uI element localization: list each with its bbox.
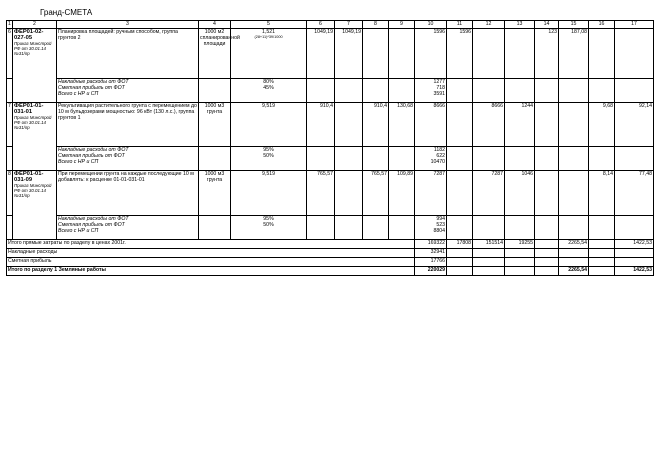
overhead-labels: Накладные расходы от ФОТ Сметная прибыль от ФОТ Всего с НР и СП <box>57 79 199 103</box>
overhead-percents: 95% 50% <box>231 216 307 240</box>
col-header: 14 <box>535 21 559 29</box>
cell: 32941 <box>415 249 447 258</box>
item-basis: Приказ Минстрой РФ от 30.01.14 №31/пр <box>14 183 52 199</box>
col-header: 13 <box>505 21 535 29</box>
cell: 130,68 <box>389 103 415 147</box>
cell: 77,48 <box>615 171 654 216</box>
overhead-values: 994 523 8804 <box>415 216 447 240</box>
overhead-percents: 80% 45% <box>231 79 307 103</box>
cell: 1596 <box>447 29 473 79</box>
cell: 1422,53 <box>615 240 654 249</box>
cell: 765,57 <box>307 171 335 216</box>
col-header: 8 <box>363 21 389 29</box>
item-code-cell <box>13 29 57 103</box>
col-header: 12 <box>473 21 505 29</box>
cell <box>535 103 559 147</box>
item-code-cell <box>13 171 57 240</box>
cell: 123 <box>535 29 559 79</box>
cell: 7287 <box>415 171 447 216</box>
cell: 1596 <box>415 29 447 79</box>
cell <box>389 29 415 79</box>
cell: 92,14 <box>615 103 654 147</box>
summary-label: Сметная прибыль <box>7 258 415 267</box>
cell: 19255 <box>505 240 535 249</box>
cell <box>473 29 505 79</box>
col-header: 17 <box>615 21 654 29</box>
overhead-block-row <box>7 79 654 103</box>
item-number: 7 <box>7 103 13 147</box>
cell: 765,57 <box>363 171 389 216</box>
cell: 1244 <box>505 103 535 147</box>
overhead-values: 1182 622 10470 <box>415 147 447 171</box>
col-header: 16 <box>589 21 615 29</box>
cell: 187,08 <box>559 29 589 79</box>
col-header: 15 <box>559 21 589 29</box>
cell <box>505 29 535 79</box>
item-quantity: 1,521 <box>262 29 275 35</box>
cell <box>447 171 473 216</box>
overhead-block-row <box>7 216 654 240</box>
estimate-table <box>6 20 654 276</box>
col-header: 2 <box>13 21 57 29</box>
summary-row-overhead <box>7 249 654 258</box>
cell: 2265,54 <box>559 240 589 249</box>
col-header: 6 <box>307 21 335 29</box>
cell: 1049,19 <box>335 29 363 79</box>
cell <box>335 103 363 147</box>
col-header: 9 <box>389 21 415 29</box>
cell: 7287 <box>473 171 505 216</box>
cell: 910,4 <box>307 103 335 147</box>
cell: 8,14 <box>589 171 615 216</box>
cell: 9,68 <box>589 103 615 147</box>
overhead-labels: Накладные расходы от ФОТ Сметная прибыль от ФОТ Всего с НР и СП <box>57 147 199 171</box>
item-unit: 1000 м2 спланированной площади <box>199 29 231 79</box>
item-number: 6 <box>7 29 13 79</box>
cell <box>559 103 589 147</box>
col-header: 5 <box>231 21 307 29</box>
col-header: 11 <box>447 21 473 29</box>
cell: 151514 <box>473 240 505 249</box>
item-name: При перемещении грунта на каждые последующие 10 м добавлять: к расценке 01-01-031-01 <box>57 171 199 216</box>
cell: 169322 <box>415 240 447 249</box>
summary-label: Итого прямые затраты по разделу в ценах 2001г. <box>7 240 415 249</box>
cell: 17808 <box>447 240 473 249</box>
item-basis: Приказ Минстрой РФ от 30.01.14 №31/пр <box>14 41 52 57</box>
overhead-block-row <box>7 147 654 171</box>
cell <box>589 29 615 79</box>
app-title: Гранд-СМЕТА <box>40 8 93 17</box>
cell <box>447 103 473 147</box>
col-header: 1 <box>8 21 11 27</box>
cell: 1049,19 <box>307 29 335 79</box>
overhead-values: 1277 718 3591 <box>415 79 447 103</box>
col-header: 3 <box>57 21 199 29</box>
cell <box>615 29 654 79</box>
item-code: ФЕР01-01-031-01 <box>14 103 44 115</box>
summary-row-direct <box>7 240 654 249</box>
col-header: 7 <box>335 21 363 29</box>
cell: 2265,54 <box>559 267 589 276</box>
item-quantity: 9,519 <box>231 171 307 216</box>
cell: 8666 <box>415 103 447 147</box>
summary-row-profit <box>7 258 654 267</box>
cell: 1422,53 <box>615 267 654 276</box>
item-code-cell <box>13 103 57 171</box>
cell: 220029 <box>415 267 447 276</box>
item-name: Рекультивация растительного грунта с перемещением до 10 м бульдозерами мощностью: 96 кВт (130 л.с.), группа грунтов 1 <box>57 103 199 147</box>
estimate-item-row <box>7 103 654 147</box>
cell: 910,4 <box>363 103 389 147</box>
header-row <box>7 21 654 29</box>
item-unit: 1000 м3 грунта <box>199 171 231 216</box>
item-code: ФЕР01-01-031-09 <box>14 171 44 183</box>
item-number: 8 <box>7 171 13 216</box>
item-basis: Приказ Минстрой РФ от 30.01.14 №31/пр <box>14 115 52 131</box>
cell <box>363 29 389 79</box>
item-quantity: 9,519 <box>231 103 307 147</box>
item-unit: 1000 м3 грунта <box>199 103 231 147</box>
col-header: 10 <box>415 21 447 29</box>
cell: 109,89 <box>389 171 415 216</box>
summary-label: Накладные расходы <box>7 249 415 258</box>
summary-label: Итого по разделу 1 Земляные работы <box>7 267 415 276</box>
item-name: Планировка площадей: ручным способом, группа грунтов 2 <box>57 29 199 79</box>
item-quantity-cell <box>231 29 307 79</box>
overhead-labels: Накладные расходы от ФОТ Сметная прибыль от ФОТ Всего с НР и СП <box>57 216 199 240</box>
estimate-item-row <box>7 29 654 79</box>
cell: 17766 <box>415 258 447 267</box>
item-quantity-formula: (28+11)*39/1000 <box>254 35 283 39</box>
cell <box>335 171 363 216</box>
cell <box>535 171 559 216</box>
item-code: ФЕР01-02-027-05 <box>14 29 44 41</box>
cell: 1046 <box>505 171 535 216</box>
cell: 8666 <box>473 103 505 147</box>
cell <box>559 171 589 216</box>
col-header: 4 <box>199 21 231 29</box>
overhead-percents: 95% 50% <box>231 147 307 171</box>
estimate-item-row <box>7 171 654 216</box>
summary-row-section-total <box>7 267 654 276</box>
